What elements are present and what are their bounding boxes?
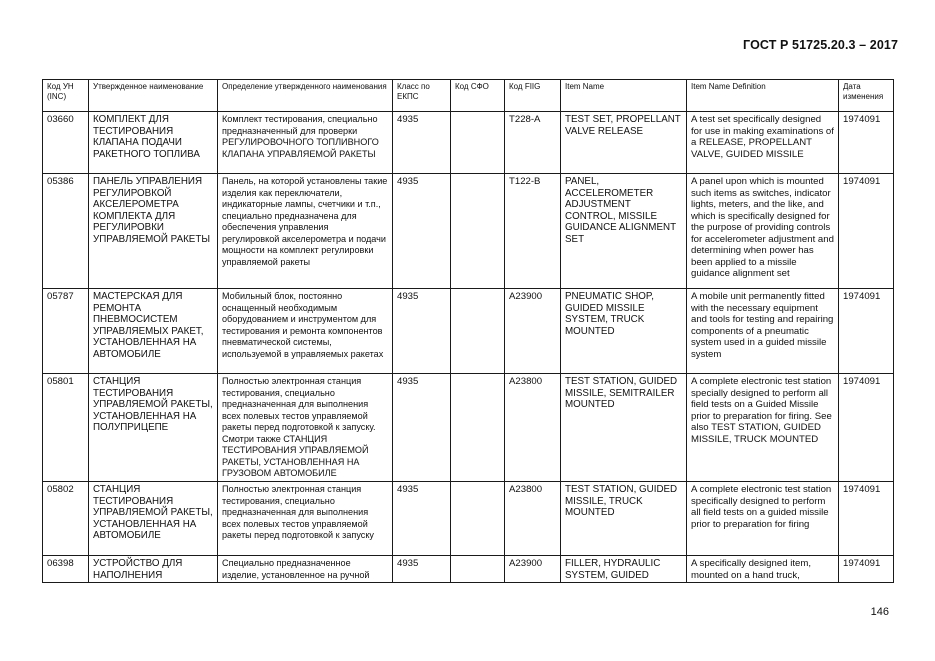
item-name-cell: PANEL, ACCELEROMETER ADJUSTMENT CONTROL, MISSILE GUIDANCE ALIGNMENT SET xyxy=(561,174,687,289)
class-cell: 4935 xyxy=(393,289,451,374)
item-name-cell: TEST STATION, GUIDED MISSILE, TRUCK MOUNTED xyxy=(561,482,687,556)
item-name-cell: PNEUMATIC SHOP, GUIDED MISSILE SYSTEM, TRUCK MOUNTED xyxy=(561,289,687,374)
approved-name-cell: СТАНЦИЯ ТЕСТИРОВАНИЯ УПРАВЛЯЕМОЙ РАКЕТЫ, УСТАНОВЛЕННАЯ НА АВТОМОБИЛЕ xyxy=(89,482,218,556)
fiig-cell: A23800 xyxy=(505,374,561,482)
name-definition-cell: Панель, на которой установлены такие изделия как переключатели, индикаторные лампы, счетчики и т.п., специально предназначена для обеспечения управления регулировкой акселерометра и подачи мощности на комплект регулировки управляемой ракеты xyxy=(218,174,393,289)
class-cell: 4935 xyxy=(393,482,451,556)
name-definition-cell: Специально предназначенное изделие, установленное на ручной xyxy=(218,556,393,583)
table-row xyxy=(43,556,894,583)
inc-cell: 05787 xyxy=(43,289,89,374)
inc-cell: 05386 xyxy=(43,174,89,289)
fiig-cell: T122-B xyxy=(505,174,561,289)
nomenclature-table xyxy=(42,79,894,583)
column-header-class: Класс по ЕКПС xyxy=(393,80,451,112)
item-definition-cell: A complete electronic test station specially designed to perform all field tests on a Guided Missile prior to preparation for firing. See also TEST STATION, GUIDED MISSILE, TRUCK MOUNTED xyxy=(687,374,839,482)
fiig-cell: A23900 xyxy=(505,556,561,583)
table-row xyxy=(43,174,894,289)
sfo-cell xyxy=(451,374,505,482)
change-date-cell: 1974091 xyxy=(839,374,894,482)
name-definition-cell: Полностью электронная станция тестирования, специально предназначенная для выполнения всех полевых тестов управляемой ракеты перед подготовкой к запуску xyxy=(218,482,393,556)
change-date-cell: 1974091 xyxy=(839,112,894,174)
item-name-cell: TEST STATION, GUIDED MISSILE, SEMITRAILER MOUNTED xyxy=(561,374,687,482)
sfo-cell xyxy=(451,174,505,289)
class-cell: 4935 xyxy=(393,556,451,583)
class-cell: 4935 xyxy=(393,174,451,289)
document-standard-header: ГОСТ Р 51725.20.3 – 2017 xyxy=(743,38,898,52)
table-row xyxy=(43,289,894,374)
name-definition-cell: Комплект тестирования, специально предназначенный для проверки РЕГУЛИРОВОЧНОГО ТОПЛИВНОГО КЛАПАНА УПРАВЛЯЕМОЙ РАКЕТЫ xyxy=(218,112,393,174)
name-definition-cell: Полностью электронная станция тестирования, специально предназначенная для выполнения всех полевых тестов управляемой ракеты перед подготовкой к запуску. Смотри также СТАНЦИЯ ТЕСТИРОВАНИЯ УПРАВЛЯЕМОЙ РАКЕТЫ, УСТАНОВЛЕННАЯ НА ГРУЗОВОМ АВТОМОБИЛЕ xyxy=(218,374,393,482)
sfo-cell xyxy=(451,556,505,583)
table-row xyxy=(43,112,894,174)
change-date-cell: 1974091 xyxy=(839,556,894,583)
column-header-sfo: Код СФО xyxy=(451,80,505,112)
change-date-cell: 1974091 xyxy=(839,482,894,556)
column-header-inc: Код УН (INC) xyxy=(43,80,89,112)
inc-cell: 06398 xyxy=(43,556,89,583)
item-definition-cell: A complete electronic test station specifically designed to perform all field tests on a guided missile prior to preparation for firing xyxy=(687,482,839,556)
fiig-cell: A23900 xyxy=(505,289,561,374)
column-header-item-definition: Item Name Definition xyxy=(687,80,839,112)
inc-cell: 05801 xyxy=(43,374,89,482)
item-name-cell: TEST SET, PROPELLANT VALVE RELEASE xyxy=(561,112,687,174)
table-header-row xyxy=(43,80,894,112)
column-header-change-date: Дата изменения xyxy=(839,80,894,112)
inc-cell: 03660 xyxy=(43,112,89,174)
sfo-cell xyxy=(451,482,505,556)
change-date-cell: 1974091 xyxy=(839,289,894,374)
page-number: 146 xyxy=(870,606,889,618)
column-header-fiig: Код FIIG xyxy=(505,80,561,112)
class-cell: 4935 xyxy=(393,112,451,174)
class-cell: 4935 xyxy=(393,374,451,482)
fiig-cell: A23800 xyxy=(505,482,561,556)
inc-cell: 05802 xyxy=(43,482,89,556)
item-definition-cell: A test set specifically designed for use in making examinations of a RELEASE, PROPELLANT VALVE, GUIDED MISSILE xyxy=(687,112,839,174)
sfo-cell xyxy=(451,289,505,374)
column-header-name-definition: Определение утвержденного наименования xyxy=(218,80,393,112)
item-definition-cell: A mobile unit permanently fitted with the necessary equipment and tools for testing and repairing components of a pneumatic system used in a guided missile system xyxy=(687,289,839,374)
fiig-cell: T228-A xyxy=(505,112,561,174)
approved-name-cell: СТАНЦИЯ ТЕСТИРОВАНИЯ УПРАВЛЯЕМОЙ РАКЕТЫ, УСТАНОВЛЕННАЯ НА ПОЛУПРИЦЕПЕ xyxy=(89,374,218,482)
approved-name-cell: КОМПЛЕКТ ДЛЯ ТЕСТИРОВАНИЯ КЛАПАНА ПОДАЧИ РАКЕТНОГО ТОПЛИВА xyxy=(89,112,218,174)
item-name-cell: FILLER, HYDRAULIC SYSTEM, GUIDED xyxy=(561,556,687,583)
table-row xyxy=(43,482,894,556)
table-row xyxy=(43,374,894,482)
item-definition-cell: A panel upon which is mounted such items as switches, indicator lights, meters, and the like, and which is specifically designed for the purpose of providing controls for accelerometer adjustment and determining when power has been applied to a missile guidance alignment set xyxy=(687,174,839,289)
column-header-item-name: Item Name xyxy=(561,80,687,112)
change-date-cell: 1974091 xyxy=(839,174,894,289)
column-header-approved-name: Утвержденное наименование xyxy=(89,80,218,112)
item-definition-cell: A specifically designed item, mounted on a hand truck, xyxy=(687,556,839,583)
approved-name-cell: МАСТЕРСКАЯ ДЛЯ РЕМОНТА ПНЕВМОСИСТЕМ УПРАВЛЯЕМЫХ РАКЕТ, УСТАНОВЛЕННАЯ НА АВТОМОБИЛЕ xyxy=(89,289,218,374)
approved-name-cell: УСТРОЙСТВО ДЛЯ НАПОЛНЕНИЯ xyxy=(89,556,218,583)
name-definition-cell: Мобильный блок, постоянно оснащенный необходимым оборудованием и инструментом для тестирования и ремонта компонентов пневматической системы, используемой в управляемых ракетах xyxy=(218,289,393,374)
approved-name-cell: ПАНЕЛЬ УПРАВЛЕНИЯ РЕГУЛИРОВКОЙ АКСЕЛЕРОМЕТРА КОМПЛЕКТА ДЛЯ РЕГУЛИРОВКИ УПРАВЛЯЕМОЙ РАКЕТЫ xyxy=(89,174,218,289)
sfo-cell xyxy=(451,112,505,174)
